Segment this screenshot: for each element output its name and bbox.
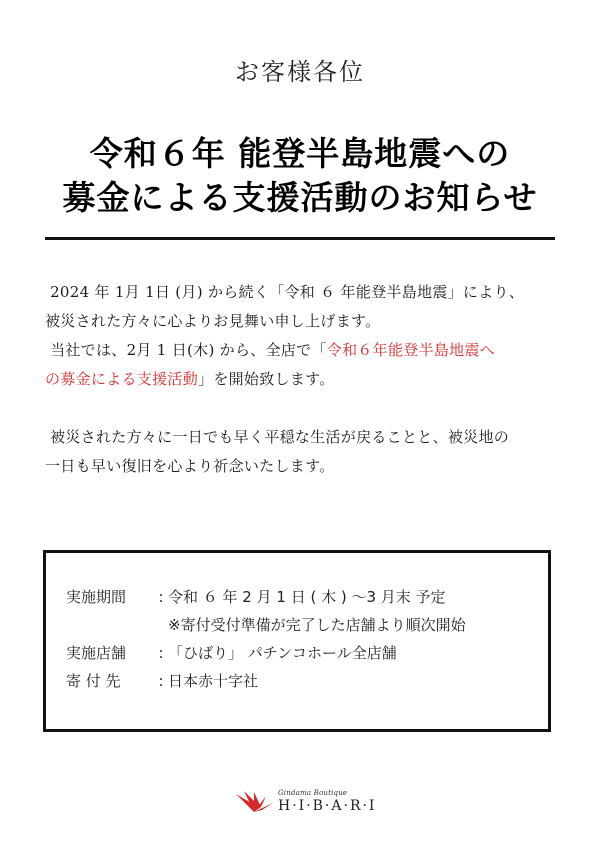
hibari-wing-icon (234, 790, 274, 814)
separator: : (158, 644, 164, 662)
paragraph-2-tail: 」を開始致します。 (198, 370, 335, 388)
stores-value: 「ひばり」 パチンコホール全店舗 (168, 644, 397, 662)
paragraph-3-line-2: 一日も早い復旧を心より祈念いたします。 (45, 457, 335, 475)
greeting-heading: お客様各位 (235, 58, 365, 86)
logo-brand: H·I·B·A·R·I (278, 798, 377, 814)
donee-value: 日本赤十字社 (168, 672, 259, 690)
announcement-body (45, 278, 560, 481)
period-label: 実施期間 (66, 588, 127, 606)
paragraph-2-line-2 (45, 365, 560, 394)
stores-label: 実施店舗 (66, 644, 127, 662)
details-rows (66, 583, 466, 695)
logo-subtitle: Gindama Boutique (278, 789, 348, 797)
hibari-logo (234, 782, 377, 822)
page-title-line-1: 令和６年 能登半島地震への (89, 134, 511, 173)
period-value: 令和 ６ 年 2 月 1 日 ( 木 ) ～3 月末 予定 (168, 588, 446, 606)
paragraph-2-line-1 (45, 336, 560, 365)
page-title-line-2: 募金による支援活動のお知らせ (62, 178, 538, 217)
paragraph-spacer (45, 394, 560, 423)
detail-row-period (66, 583, 466, 611)
highlight-campaign-name-2: の募金による支援活動 (45, 370, 199, 388)
separator: : (158, 588, 164, 606)
detail-row-donee (66, 667, 466, 695)
donee-label: 寄 付 先 (66, 672, 121, 690)
paragraph-2-text: 当社では、2月 1 日(木) から、全店で「 (50, 341, 327, 359)
paragraph-3-line-1: 被災された方々に一日でも早く平穏な生活が戻ることと、被災地の (50, 428, 510, 446)
details-box (43, 550, 551, 732)
highlight-campaign-name-1: 令和６年能登半島地震へ (326, 341, 496, 359)
separator: : (158, 672, 164, 690)
period-note: ※寄付受付準備が完了した店舗より順次開始 (168, 616, 466, 634)
detail-row-stores (66, 639, 466, 667)
paragraph-1-line-2: 被災された方々に心よりお見舞い申し上げます。 (45, 312, 381, 330)
paragraph-1-line-1: 2024 年 1月 1日 (月) から続く「令和 ６ 年能登半島地震」により、 (50, 283, 525, 301)
title-divider (45, 237, 555, 240)
detail-row-period-note (66, 611, 466, 639)
